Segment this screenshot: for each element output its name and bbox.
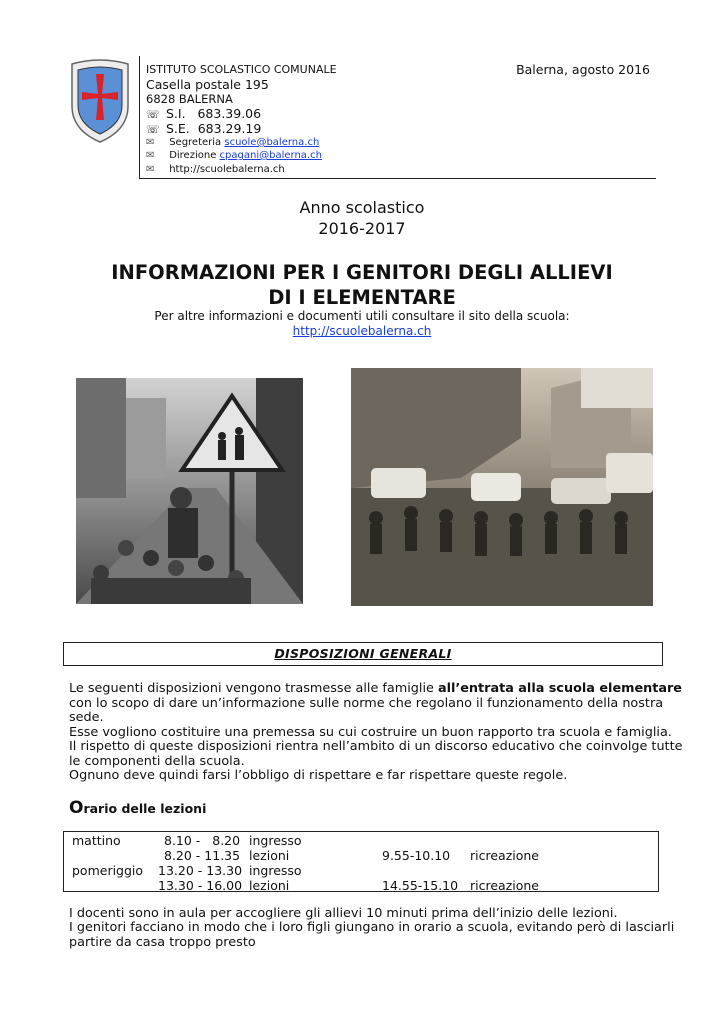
secretariat-label: Segreteria — [169, 137, 222, 148]
direction-label: Direzione — [169, 150, 217, 161]
schedule-break-time — [382, 863, 470, 878]
school-crest — [68, 58, 132, 144]
schedule-break-time: 9.55-10.10 — [382, 848, 451, 863]
phone-si: S.I. 683.39.06 — [165, 106, 262, 121]
schedule-heading-rest: rario delle lezioni — [83, 801, 207, 816]
schedule-period — [72, 878, 158, 893]
photo-children-school-sign — [76, 378, 303, 604]
website-row — [146, 164, 285, 175]
envelope-icon: ✉ — [146, 137, 155, 148]
schedule-heading — [69, 798, 206, 818]
schedule-break-label: ricreazione — [470, 848, 539, 863]
website-link[interactable]: http://scuolebalerna.ch — [292, 324, 432, 338]
schedule-time: 13.30 - 16.00 — [158, 878, 243, 893]
schedule-table — [72, 833, 539, 893]
header-vertical-rule — [139, 56, 140, 178]
schedule-period: pomeriggio — [72, 863, 144, 878]
main-heading-line2: DI I ELEMENTARE — [268, 286, 456, 309]
place-date: Balerna, agosto 2016 — [516, 62, 650, 77]
schedule-time: 13.20 - 13.30 — [158, 863, 243, 878]
phone-se: S.E. 683.29.19 — [165, 121, 262, 136]
direction-email-link[interactable]: cpagani@balerna.ch — [219, 150, 322, 161]
intro-line1 — [69, 682, 682, 697]
schedule-break-time: 14.55-15.10 — [382, 878, 459, 893]
schedule-row — [72, 863, 539, 878]
body-line5: Il rispetto di queste disposizioni rientra nell’ambito di un discorso educativo che coinvolge tutte — [69, 739, 683, 754]
main-heading-line1: INFORMAZIONI PER I GENITORI DEGLI ALLIEVI — [111, 261, 613, 284]
header-horizontal-rule — [139, 178, 656, 179]
direction-row — [146, 150, 322, 161]
schedule-activity: lezioni — [249, 848, 290, 863]
phone-si-row — [146, 106, 261, 122]
section-title: DISPOSIZIONI GENERALI — [274, 646, 452, 661]
intro-bold: all’entrata alla scuola elementare — [437, 681, 682, 696]
po-box: Casella postale 195 — [146, 77, 269, 92]
schedule-period: mattino — [72, 833, 121, 848]
school-year: 2016-2017 — [318, 219, 406, 238]
secretariat-email-link[interactable]: scuole@balerna.ch — [224, 137, 320, 148]
envelope-icon: ✉ — [146, 150, 155, 161]
envelope-icon: ✉ — [146, 164, 155, 175]
schedule-break-label: ricreazione — [470, 878, 539, 893]
website-link-wrap — [0, 324, 724, 338]
school-year-label: Anno scolastico — [299, 198, 425, 217]
photo-children-crossing-street — [351, 368, 653, 606]
footer-line1: I docenti sono in aula per accogliere gli allievi 10 minuti prima dell’inizio delle lezioni. — [69, 906, 618, 921]
intro-plain: Le seguenti disposizioni vengono trasmesse alle famiglie — [69, 681, 438, 696]
phone-icon: ☏ — [146, 108, 160, 121]
institute-name: ISTITUTO SCOLASTICO COMUNALE — [146, 63, 337, 76]
phone-icon: ☏ — [146, 123, 160, 136]
body-line6: le componenti della scuola. — [69, 754, 245, 769]
schedule-row — [72, 833, 539, 848]
subtitle: Per altre informazioni e documenti utili consultare il sito della scuola: — [154, 309, 570, 323]
schedule-activity: ingresso — [249, 863, 302, 878]
crest-logo — [68, 58, 132, 144]
intro-line2: con lo scopo di dare un’informazione sulle norme che regolano il funzionamento della nostra — [69, 696, 664, 711]
schedule-heading-initial: O — [69, 798, 84, 818]
intro-line3: sede. — [69, 710, 104, 725]
schedule-time: 8.20 - 11.35 — [164, 848, 241, 863]
zip-city: 6828 BALERNA — [146, 92, 233, 106]
schedule-activity: ingresso — [249, 833, 302, 848]
schedule-time: 8.10 - 8.20 — [164, 833, 241, 848]
schedule-period — [72, 848, 158, 863]
secretariat-row — [146, 137, 319, 148]
body-line4: Esse vogliono costituire una premessa su cui costruire un buon rapporto tra scuola e famiglia. — [69, 725, 672, 740]
schedule-break-label — [470, 833, 539, 848]
schedule-activity: lezioni — [249, 878, 290, 893]
website-text[interactable]: http://scuolebalerna.ch — [169, 164, 285, 175]
schedule-break-label — [470, 863, 539, 878]
schedule-row — [72, 848, 539, 863]
phone-se-row — [146, 121, 261, 137]
body-line7: Ognuno deve quindi farsi l’obbligo di rispettare e far rispettare queste regole. — [69, 768, 568, 783]
schedule-break-time — [382, 833, 470, 848]
footer-line2: I genitori facciano in modo che i loro figli giungano in orario a scuola, evitando però di lasciarli — [69, 920, 675, 935]
schedule-row — [72, 878, 539, 893]
footer-line3: partire da casa troppo presto — [69, 935, 256, 950]
